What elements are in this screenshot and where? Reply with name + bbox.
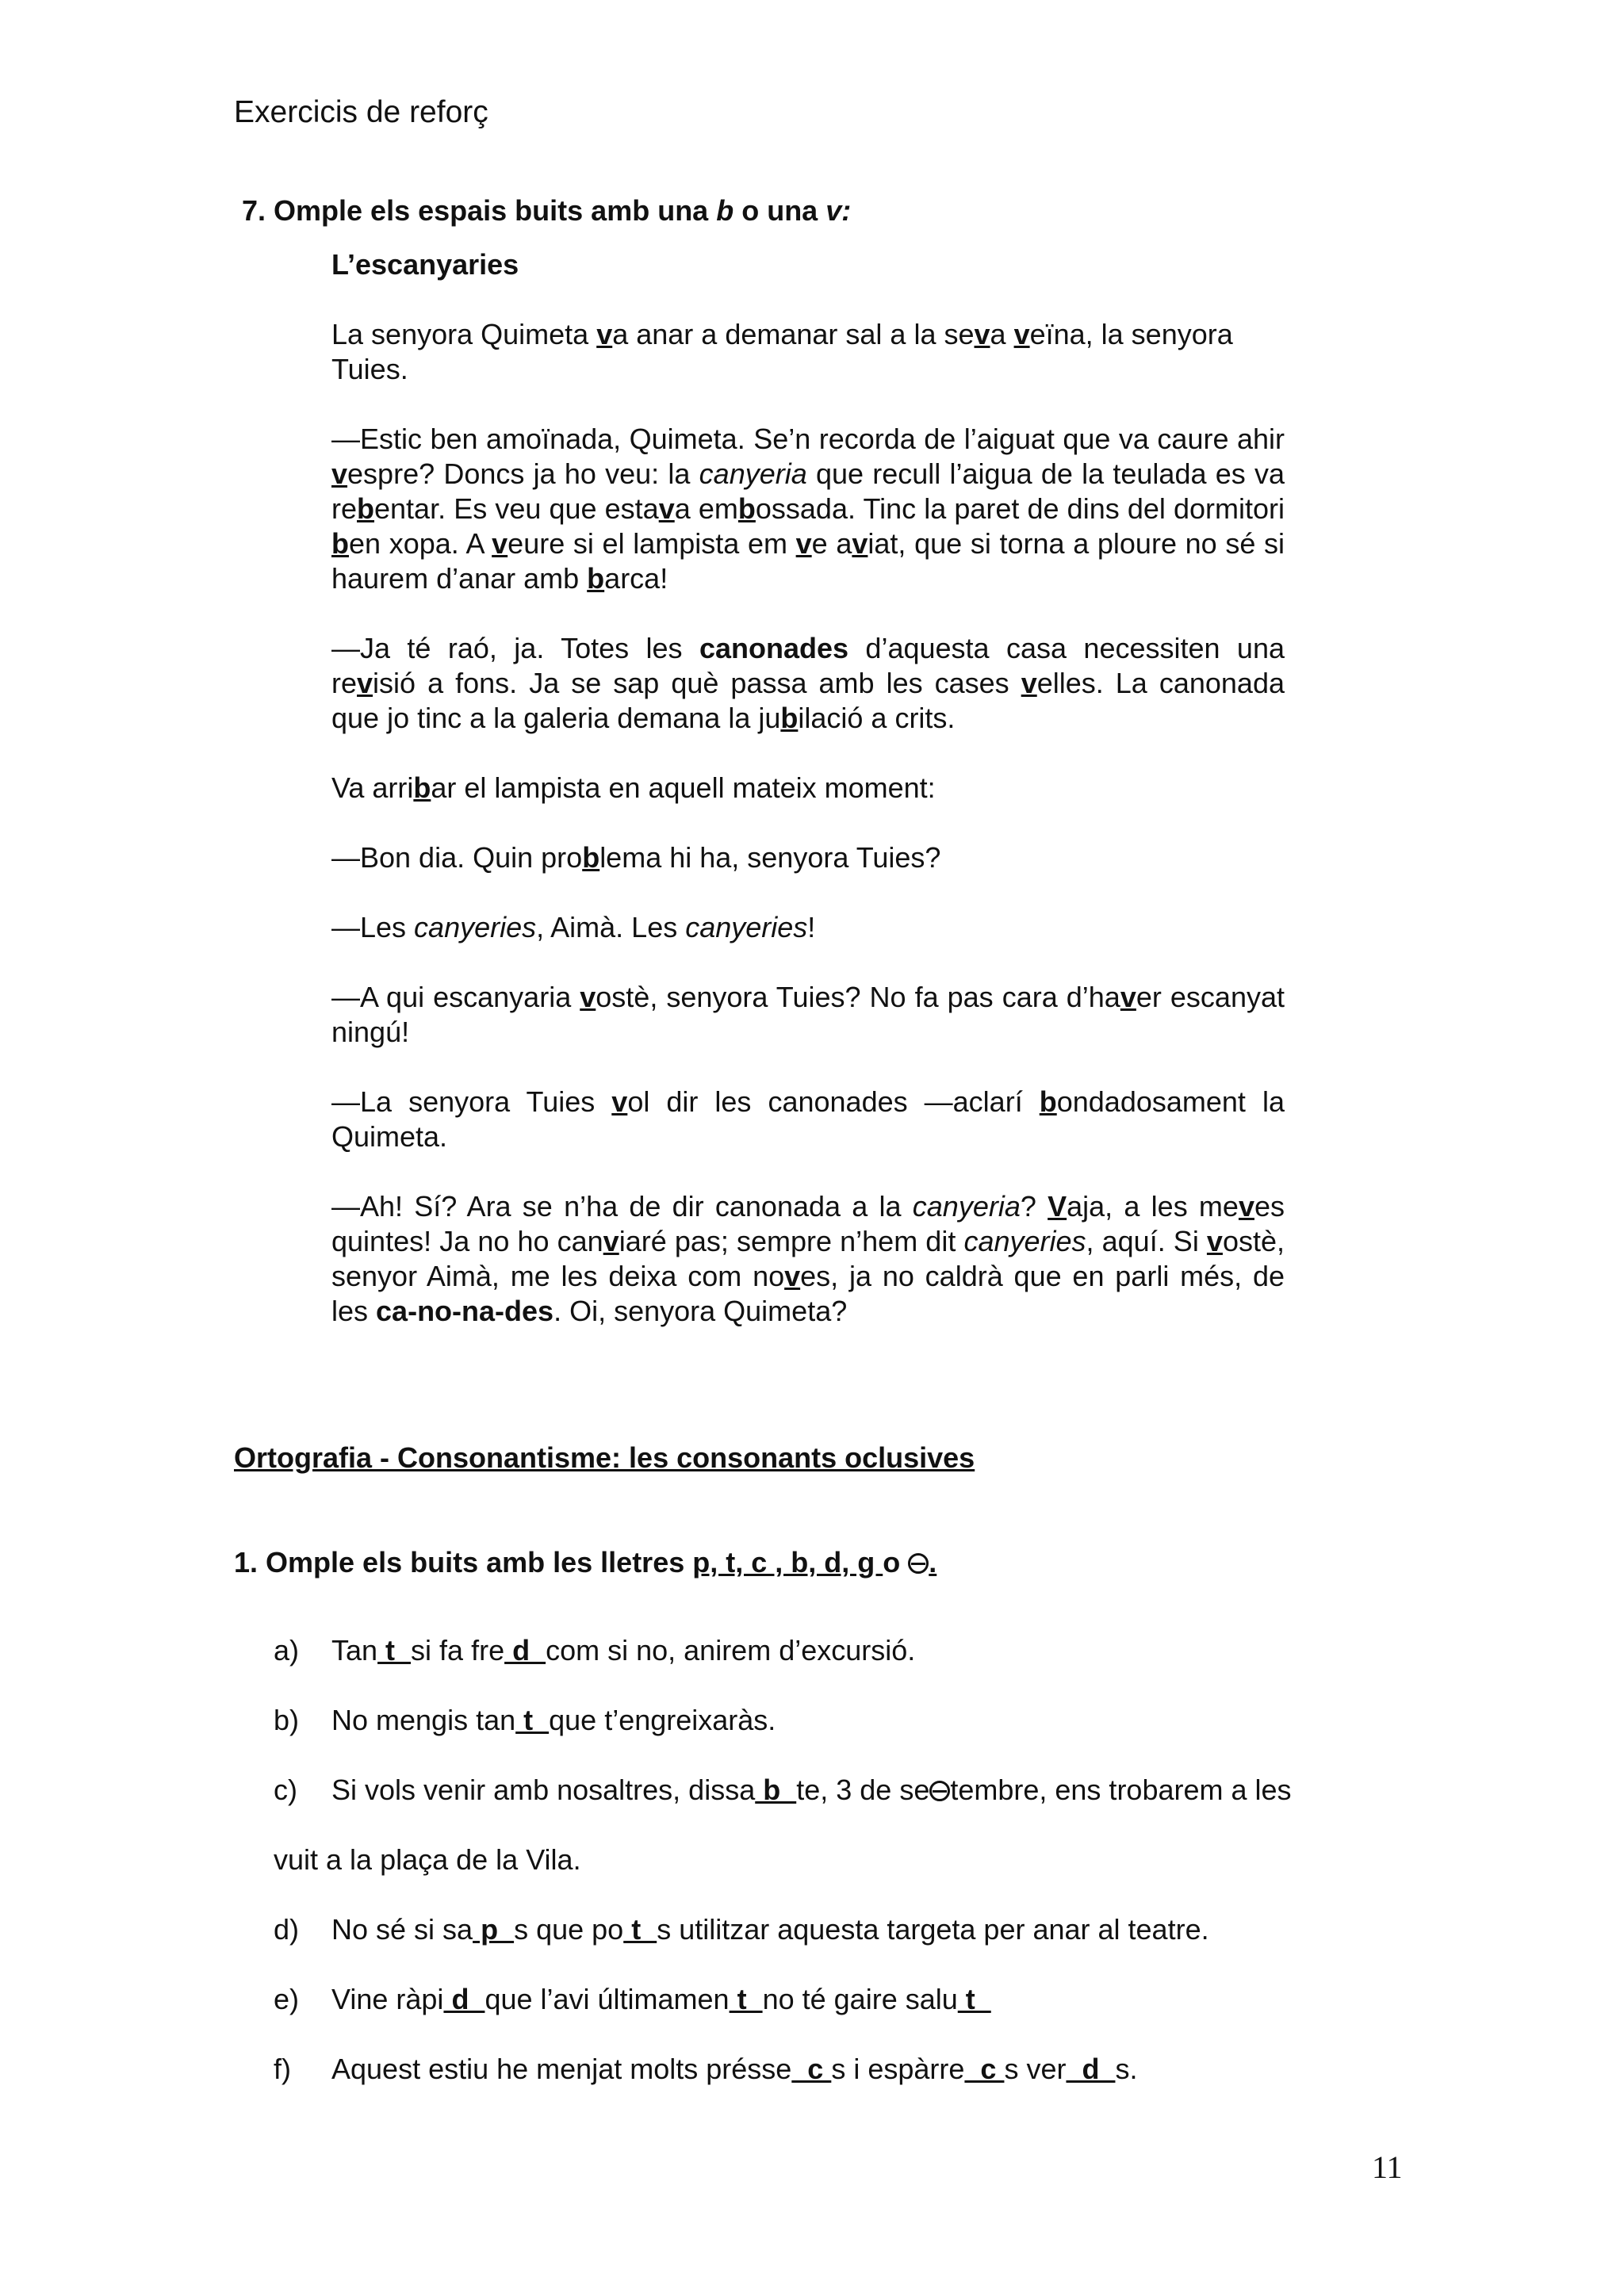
filled-letter: v bbox=[795, 527, 812, 560]
story-paragraph-2: —Estic ben amoïnada, Quimeta. Se’n recorda de l’aiguat que va caure ahir vespre? Doncs ja ho veu: la canyeria que recull l’aigua de la teulada es va rebentar. Es veu que estava embossada. Tinc la paret de dins del dormitori ben xopa. A veure si el lampista em ve aviat, que si torna a ploure no sé si haurem d’anar amb barca! bbox=[331, 423, 1285, 595]
answer-blank: d bbox=[504, 1634, 546, 1667]
filled-letter: v bbox=[1021, 667, 1037, 699]
story-paragraph-1: La senyora Quimeta va anar a demanar sal a la seva veïna, la senyora Tuies. bbox=[331, 318, 1233, 385]
answer-blank: b bbox=[755, 1774, 797, 1806]
story-title: L’escanyaries bbox=[331, 248, 519, 281]
list-item: f) Aquest estiu he menjat molts présse c s i espàrre c s ver d s. bbox=[274, 2053, 1138, 2085]
answer-blank: d bbox=[443, 1983, 485, 2015]
list-item: a) Tan t si fa fre d com si no, anirem d’excursió. bbox=[274, 1634, 916, 1667]
exercise-1-title: 1. Omple els buits amb les lletres p, t, c , b, d, g o . bbox=[234, 1546, 937, 1578]
filled-letter: v bbox=[357, 667, 373, 699]
story-paragraph-9: —Ah! Sí? Ara se n’ha de dir canonada a la canyeria? Vaja, a les meves quintes! Ja no ho canviaré pas; sempre n’hem dit canyeries, aquí. Si vostè, senyor Aimà, me les deixa com noves, ja no caldrà que en parli més, de les ca-no-na-des. Oi, senyora Quimeta? bbox=[331, 1190, 1285, 1327]
story-paragraph-8: —La senyora Tuies vol dir les canonades —aclarí bondadosament la Quimeta. bbox=[331, 1085, 1285, 1153]
answer-blank: c bbox=[791, 2053, 832, 2085]
filled-letter: v bbox=[1013, 318, 1030, 350]
answer-blank: t bbox=[623, 1913, 657, 1946]
list-item-continuation: vuit a la plaça de la Vila. bbox=[274, 1843, 581, 1876]
story-text bbox=[331, 247, 1285, 1364]
story-paragraph-5: —Bon dia. Quin problema hi ha, senyora Tuies? bbox=[331, 841, 941, 874]
filled-letter: v bbox=[1238, 1190, 1254, 1223]
filled-letter: v bbox=[852, 527, 868, 560]
filled-letter: b bbox=[1039, 1085, 1057, 1118]
filled-letter: b bbox=[587, 562, 605, 595]
filled-letter: b bbox=[737, 492, 756, 525]
list-item: b) No mengis tan t que t’engreixaràs. bbox=[274, 1704, 776, 1736]
exercise-7-title: 7. Omple els espais buits amb una b o una v: bbox=[242, 194, 852, 227]
null-symbol-icon bbox=[929, 1781, 950, 1801]
list-item: d) No sé si sa p s que po t s utilitzar aquesta targeta per anar al teatre. bbox=[274, 1913, 1209, 1946]
answer-blank: t bbox=[957, 1983, 991, 2015]
page-number: 11 bbox=[1372, 2149, 1403, 2185]
filled-letter: v bbox=[596, 318, 613, 350]
filled-letter: v bbox=[611, 1085, 628, 1118]
answer-blank: c bbox=[964, 2053, 1005, 2085]
filled-letter: v bbox=[580, 981, 596, 1013]
answer-blank: p bbox=[473, 1913, 515, 1946]
filled-letter: v bbox=[331, 457, 348, 490]
filled-letter: v bbox=[658, 492, 675, 525]
list-item: e) Vine ràpi d que l’avi últimamen t no té gaire salu t bbox=[274, 1983, 991, 2015]
section-heading: Ortografia - Consonantisme: les consonants oclusives bbox=[234, 1441, 975, 1474]
exercise-1-items bbox=[274, 1633, 1384, 2122]
list-item: c) Si vols venir amb nosaltres, dissa b te, 3 de se tembre, ens trobarem a les bbox=[274, 1774, 1292, 1806]
null-symbol-icon bbox=[908, 1553, 929, 1574]
answer-blank: t bbox=[729, 1983, 763, 2015]
filled-letter: v bbox=[603, 1225, 619, 1257]
filled-letter: v bbox=[974, 318, 990, 350]
story-paragraph-3: —Ja té raó, ja. Totes les canonades d’aquesta casa necessiten una revisió a fons. Ja se sap què passa amb les cases velles. La canonada que jo tinc a la galeria demana la jubilació a crits. bbox=[331, 632, 1285, 734]
filled-letter: v bbox=[1206, 1225, 1223, 1257]
filled-letter: v bbox=[784, 1260, 801, 1292]
filled-letter: V bbox=[1048, 1190, 1067, 1223]
answer-blank: t bbox=[377, 1634, 412, 1667]
story-paragraph-7: —A qui escanyaria vostè, senyora Tuies? No fa pas cara d’haver escanyat ningú! bbox=[331, 981, 1285, 1048]
answer-blank: t bbox=[515, 1704, 550, 1736]
filled-letter: b bbox=[582, 841, 600, 874]
filled-letter: b bbox=[331, 527, 349, 560]
story-paragraph-6: —Les canyeries, Aimà. Les canyeries! bbox=[331, 911, 816, 943]
filled-letter: b bbox=[780, 702, 799, 734]
answer-blank: d bbox=[1066, 2053, 1116, 2085]
running-header: Exercicis de reforç bbox=[234, 95, 488, 129]
filled-letter: b bbox=[413, 771, 431, 804]
story-paragraph-4: Va arribar el lampista en aquell mateix moment: bbox=[331, 771, 936, 804]
filled-letter: v bbox=[492, 527, 508, 560]
filled-letter: b bbox=[357, 492, 375, 525]
filled-letter: v bbox=[1120, 981, 1136, 1013]
